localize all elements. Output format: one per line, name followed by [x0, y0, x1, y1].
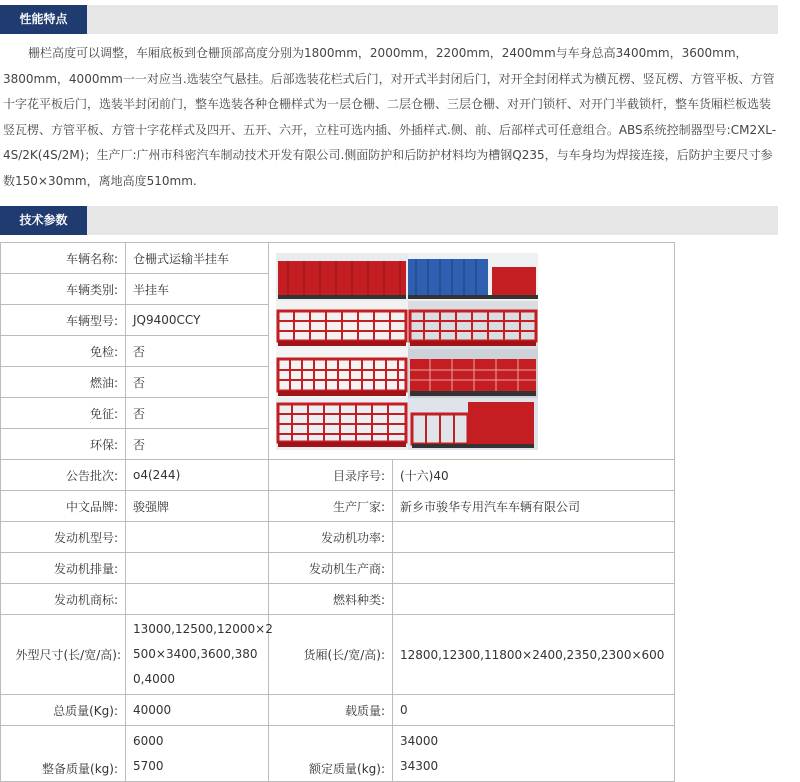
curb-mass-line: 6000 — [133, 733, 164, 748]
curb-mass-value — [126, 726, 269, 782]
catalog-label: 目录序号: — [269, 460, 393, 491]
rated-mass-line: 34300 — [400, 758, 439, 773]
vehicle-photo-grid — [276, 253, 538, 450]
curb-mass-label: 整备质量(kg): — [1, 726, 126, 782]
truck-photo — [276, 253, 408, 301]
features-tab: 性能特点 — [0, 5, 87, 34]
license-exempt-value: 否 — [126, 398, 269, 429]
vehicle-model-label: 车辆型号: — [1, 305, 126, 336]
vehicle-class-label: 车辆类别: — [1, 274, 126, 305]
batch-value: o4(244) — [126, 460, 269, 491]
catalog-value: (十六)40 — [393, 460, 675, 491]
inspection-exempt-value: 否 — [126, 336, 269, 367]
engine-maker-value — [393, 553, 675, 584]
fuel-value: 否 — [126, 367, 269, 398]
eco-label: 环保: — [1, 429, 126, 460]
rated-mass-value — [393, 726, 675, 782]
table-row — [1, 553, 675, 584]
table-row — [1, 615, 675, 695]
table-row — [1, 695, 675, 726]
fuel-type-value — [393, 584, 675, 615]
manufacturer-label: 生产厂家: — [269, 491, 393, 522]
batch-label: 公告批次: — [1, 460, 126, 491]
brand-label: 中文品牌: — [1, 491, 126, 522]
table-row — [1, 491, 675, 522]
truck-photo — [276, 349, 408, 398]
outer-dimensions-line: 0,4000 — [133, 672, 175, 686]
inspection-exempt-label: 免检: — [1, 336, 126, 367]
features-section-header — [0, 5, 778, 34]
table-row — [1, 584, 675, 615]
outer-dimensions-label: 外型尺寸(长/宽/高): — [1, 615, 126, 695]
engine-model-value — [126, 522, 269, 553]
truck-photo — [408, 253, 538, 301]
fuel-label: 燃油: — [1, 367, 126, 398]
vehicle-model-value: JQ9400CCY — [126, 305, 269, 336]
vehicle-name-label: 车辆名称: — [1, 243, 126, 274]
vehicle-class-value: 半挂车 — [126, 274, 269, 305]
table-row — [1, 522, 675, 553]
engine-model-label: 发动机型号: — [1, 522, 126, 553]
load-mass-value: 0 — [393, 695, 675, 726]
truck-photo — [408, 349, 538, 398]
curb-mass-line: 5700 — [133, 758, 164, 773]
truck-photo — [276, 398, 408, 450]
engine-power-value — [393, 522, 675, 553]
manufacturer-value: 新乡市骏华专用汽车车辆有限公司 — [393, 491, 675, 522]
engine-displacement-value — [126, 553, 269, 584]
engine-brand-value — [126, 584, 269, 615]
cargo-dimensions-value: 12800,12300,11800×2400,2350,2300×600 — [393, 615, 675, 695]
features-description: 栅栏高度可以调整，车厢底板到仓栅顶部高度分别为1800mm，2000mm，2200mm，2400mm与车身总高3400mm，3600mm，3800mm，4000mm一一对应当.选装空气悬挂。后部选装花栏式后门，对开式半封闭后门，对开全封闭样式为横瓦楞、竖瓦楞、方管平板、方管十字花平板后门，选装半封闭前门，整车选装各种仓栅样式为一层仓栅、二层仓栅、三层仓栅、对开门锁杆、对开门半截锁杆，整车货厢栏板选装竖瓦楞、方管平板、方管十字花样式及四开、五开、六开，立柱可选内插、外插样式.侧、前、后部样式可任意组合。ABS系统控制器型号:CM2XL-4S/2K(4S/2M)；生产厂:广州市科密汽车制动技术开发有限公司.侧面防护和后防护材料均为槽钢Q235，与车身均为焊接连接，后防护主要尺寸参数150×30mm，离地高度510mm. — [3, 46, 777, 188]
engine-maker-label: 发动机生产商: — [269, 553, 393, 584]
truck-photo — [276, 301, 408, 349]
engine-displacement-label: 发动机排量: — [1, 553, 126, 584]
load-mass-label: 载质量: — [269, 695, 393, 726]
brand-value: 骏强牌 — [126, 491, 269, 522]
outer-dimensions-line: 500×3400,3600,380 — [133, 647, 258, 661]
outer-dimensions-line: 13000,12500,12000×2 — [133, 622, 273, 636]
vehicle-photos — [269, 243, 675, 460]
eco-value: 否 — [126, 429, 269, 460]
rated-mass-label: 额定质量(kg): — [269, 726, 393, 782]
cargo-dimensions-label: 货厢(长/宽/高): — [269, 615, 393, 695]
specs-tab: 技术参数 — [0, 206, 87, 235]
engine-power-label: 发动机功率: — [269, 522, 393, 553]
spec-table — [0, 242, 675, 782]
total-mass-value: 40000 — [126, 695, 269, 726]
specs-section-header — [0, 206, 778, 235]
table-row — [1, 726, 675, 782]
table-row — [1, 460, 675, 491]
total-mass-label: 总质量(Kg): — [1, 695, 126, 726]
vehicle-name-value: 仓栅式运输半挂车 — [126, 243, 269, 274]
outer-dimensions-value — [126, 615, 273, 695]
license-exempt-label: 免征: — [1, 398, 126, 429]
table-row — [1, 243, 675, 274]
rated-mass-line: 34000 — [400, 733, 439, 748]
truck-photo — [408, 398, 538, 450]
engine-brand-label: 发动机商标: — [1, 584, 126, 615]
truck-photo — [408, 301, 538, 349]
fuel-type-label: 燃料种类: — [269, 584, 393, 615]
